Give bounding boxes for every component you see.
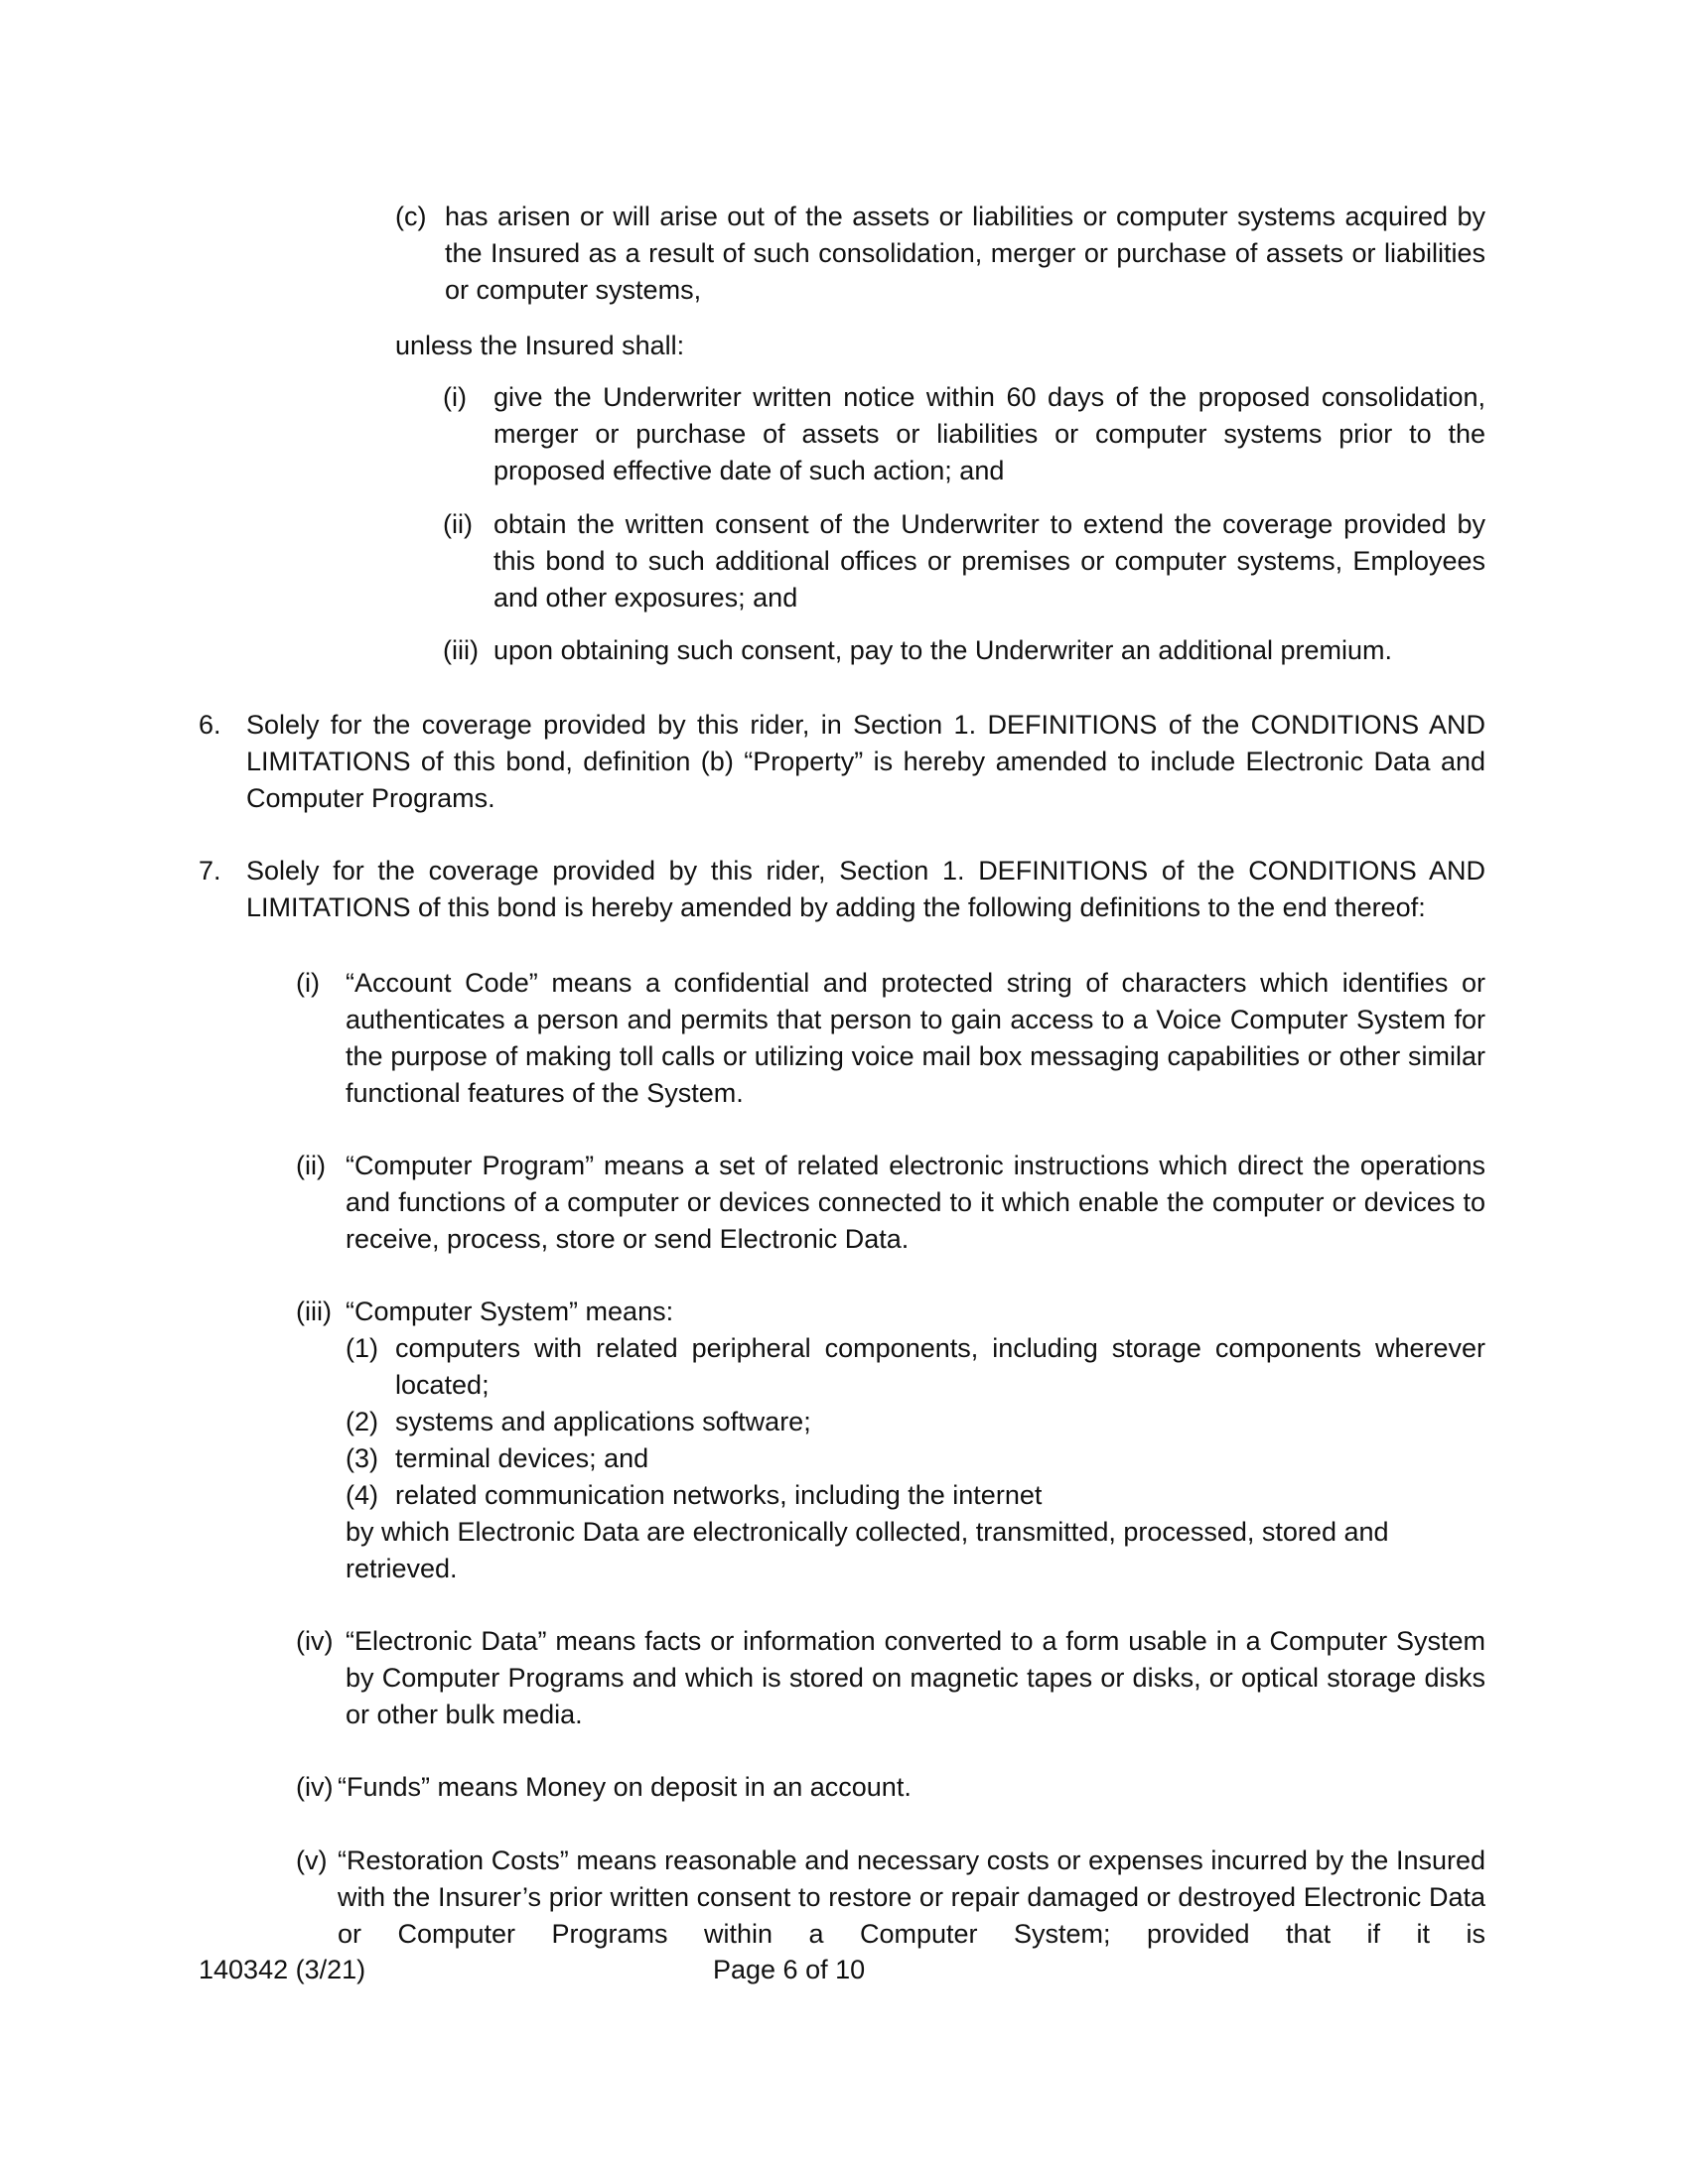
definition-account-code-label: (i) — [296, 968, 320, 998]
computer-system-item-4-text: related communication networks, including the internet — [395, 1480, 1043, 1510]
item-c-label: (c) — [395, 202, 427, 231]
definition-electronic-data-label: (iv) — [296, 1626, 334, 1656]
definition-funds-text: “Funds” means Money on deposit in an account. — [338, 1772, 912, 1802]
definition-account-code-text: “Account Code” means a confidential and protected string of characters which identifies or authenticates a person and permits that person to gain access to a Voice Computer System for the purpose of making toll calls or utilizing voice mail box messaging capabilities or other similar functional features of the System. — [346, 968, 1485, 1108]
computer-system-item-3-text: terminal devices; and — [395, 1443, 649, 1473]
section-6-number: 6. — [199, 710, 221, 740]
definition-computer-program-label: (ii) — [296, 1151, 326, 1180]
computer-system-item-2-label: (2) — [346, 1407, 378, 1436]
computer-system-item-2-text: systems and applications software; — [395, 1407, 811, 1436]
unless-line: unless the Insured shall: — [395, 331, 685, 360]
item-c-text: has arisen or will arise out of the assets or liabilities or computer systems acquired by the Insured as a result of such consolidation, merger or purchase of assets or liabilities or computer systems, — [445, 202, 1485, 305]
condition-i-label: (i) — [443, 382, 467, 412]
computer-system-item-1-text: computers with related peripheral components, including storage components wherever located; — [395, 1333, 1485, 1400]
condition-i-text: give the Underwriter written notice within 60 days of the proposed consolidation, merger or purchase of assets or liabilities or computer systems prior to the proposed effective date of such action; and — [493, 382, 1485, 485]
condition-iii-text: upon obtaining such consent, pay to the Underwriter an additional premium. — [493, 635, 1393, 665]
computer-system-closing: by which Electronic Data are electronically collected, transmitted, processed, stored and retrieved. — [346, 1517, 1389, 1583]
definition-restoration-costs-label: (v) — [296, 1845, 328, 1875]
definition-computer-system-label: (iii) — [296, 1297, 332, 1326]
definition-funds-label: (iv) — [296, 1772, 334, 1802]
section-7-number: 7. — [199, 856, 221, 886]
condition-ii-text: obtain the written consent of the Underwriter to extend the coverage provided by this bond to such additional offices or premises or computer systems, Employees and other exposures; and — [493, 509, 1485, 613]
section-6-text: Solely for the coverage provided by this rider, in Section 1. DEFINITIONS of the CONDITIONS AND LIMITATIONS of this bond, definition (b) “Property” is hereby amended to include Electronic Data and Computer Programs. — [246, 710, 1485, 813]
footer-page-number: Page 6 of 10 — [713, 1955, 866, 1984]
definition-computer-program-text: “Computer Program” means a set of related electronic instructions which direct the operations and functions of a computer or devices connected to it which enable the computer or devices to receive, process, store or send Electronic Data. — [346, 1151, 1485, 1254]
condition-ii-label: (ii) — [443, 509, 473, 539]
condition-iii-label: (iii) — [443, 635, 479, 665]
footer-form-number: 140342 (3/21) — [199, 1955, 366, 1984]
definition-restoration-costs-text: “Restoration Costs” means reasonable and necessary costs or expenses incurred by the Insured with the Insurer’s prior written consent to restore or repair damaged or destroyed Electronic Data or Computer Programs within a Computer System; provided that if it is — [338, 1845, 1485, 1949]
computer-system-item-4-label: (4) — [346, 1480, 378, 1510]
section-7-text: Solely for the coverage provided by this rider, Section 1. DEFINITIONS of the CONDITIONS AND LIMITATIONS of this bond is hereby amended by adding the following definitions to the end thereof: — [246, 856, 1485, 922]
definition-electronic-data-text: “Electronic Data” means facts or information converted to a form usable in a Computer System by Computer Programs and which is stored on magnetic tapes or disks, or optical storage disks or other bulk media. — [346, 1626, 1485, 1729]
definition-computer-system-intro: “Computer System” means: — [346, 1297, 674, 1326]
computer-system-item-1-label: (1) — [346, 1333, 378, 1363]
computer-system-item-3-label: (3) — [346, 1443, 378, 1473]
